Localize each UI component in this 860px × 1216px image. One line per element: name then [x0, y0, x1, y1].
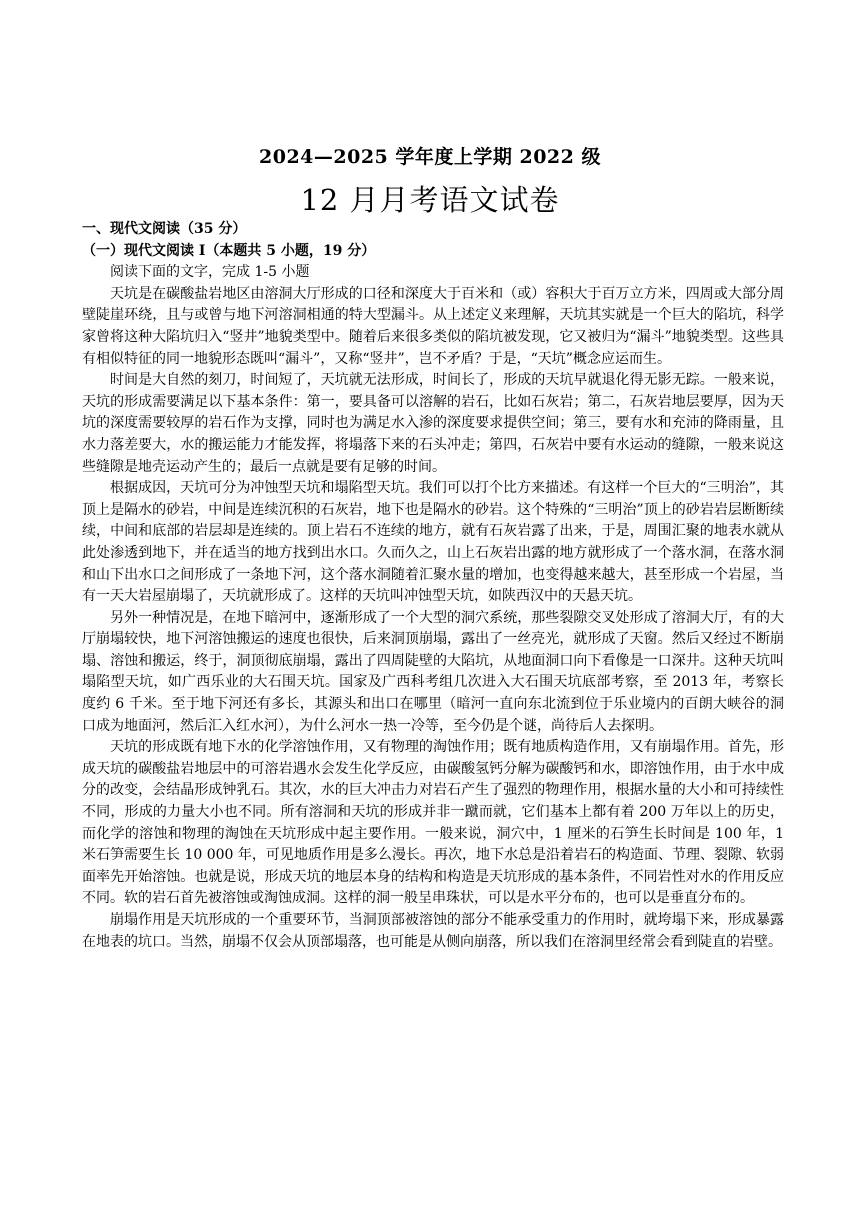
- passage-paragraph: 根据成因，天坑可分为冲蚀型天坑和塌陷型天坑。我们可以打个比方来描述。有这样一个巨大的“三明治”，其顶上是隔水的砂岩，中间是连续沉积的石灰岩，地下也是隔水的砂岩。这个特殊的“三明治”顶上的砂岩岩层断断续续，中间和底部的岩层却是连续的。顶上岩石不连续的地方，就有石灰岩露了出来，于是，周围汇聚的地表水就从此处渗透到地下，并在适当的地方找到出水口。久而久之，山上石灰岩出露的地方就形成了一个落水洞，在落水洞和山下出水口之间形成了一条地下河，这个落水洞随着汇聚水量的增加，也变得越来越大，甚至形成一个岩屋，当有一天大岩屋崩塌了，天坑就形成了。这样的天坑叫冲蚀型天坑，如陕西汉中的天悬天坑。: [82, 480, 784, 605]
- passage-paragraph: 天坑是在碳酸盐岩地区由溶洞大厅形成的口径和深度大于百米和（或）容积大于百万立方米，四周或大部分周壁陡崖环绕，且与或曾与地下河溶洞相通的特大型漏斗。从上述定义来理解，天坑其实就是一个巨大的陷坑，科学家曾将这种大陷坑归入“竖井”地貌类型中。随着后来很多类似的陷坑被发现，它又被归为“漏斗”地貌类型。这些具有相似特征的同一地貌形态既叫“漏斗”，又称“竖井”，岂不矛盾？于是，“天坑”概念应运而生。: [82, 285, 784, 367]
- passage-paragraph: 崩塌作用是天坑形成的一个重要环节，当洞顶部被溶蚀的部分不能承受重力的作用时，就垮塌下来，形成暴露在地表的坑口。当然，崩塌不仅会从顶部塌落，也可能是从侧向崩落，所以我们在溶洞里经常会看到陡直的岩壁。: [82, 912, 784, 950]
- exam-header-line1: 2024—2025 学年度上学期 2022 级: [259, 146, 601, 168]
- section-heading: 一、现代文阅读（35 分）: [82, 221, 247, 237]
- passage-paragraph: 天坑的形成既有地下水的化学溶蚀作用，又有物理的淘蚀作用；既有地质构造作用，又有崩塌作用。首先，形成天坑的碳酸盐岩地层中的可溶岩遇水会发生化学反应，由碳酸氢钙分解为碳酸钙和水，即溶蚀作用，由于水中成分的改变，会结晶形成钟乳石。其次，水的巨大冲击力对岩石产生了强烈的物理作用，根据水量的大小和可持续性不同，形成的力量大小也不同。所有溶洞和天坑的形成并非一蹴而就，它们基本上都有着 200 万年以上的历史，而化学的溶蚀和物理的淘蚀在天坑形成中起主要作用。一般来说，洞穴中，1 厘米的石笋生长时间是 100 年，1 米石笋需要生长 10 000 年，可见地质作用是多么漫长。再次，地下水总是沿着岩石的构造面、节理、裂隙、软弱面率先开始溶蚀。也就是说，形成天坑的地层本身的结构和构造是天坑形成的基本条件，不同岩性对水的作用反应不同。软的岩石首先被溶蚀或淘蚀成洞。这样的洞一般呈串珠状，可以是水平分布的，也可以是垂直分布的。: [82, 739, 784, 907]
- passage-paragraph: 另外一种情况是，在地下暗河中，逐渐形成了一个大型的洞穴系统，那些裂隙交叉处形成了溶洞大厅，有的大厅崩塌较快，地下河溶蚀搬运的速度也很快，后来洞顶崩塌，露出了一丝亮光，就形成了天窗。然后又经过不断崩塌、溶蚀和搬运，终于，洞顶彻底崩塌，露出了四周陡壁的大陷坑，从地面洞口向下看像是一口深井。这种天坑叫塌陷型天坑，如广西乐业的大石围天坑。国家及广西科考组几次进入大石围天坑底部考察，至 2013 年，考察长度约 6 千米。至于地下河还有多长，其源头和出口在哪里（暗河一直向东北流到位于乐业境内的百朗大峡谷的洞口成为地面河，然后汇入红水河），为什么河水一热一冷等，至今仍是个谜，尚待后人去探明。: [82, 609, 784, 734]
- reading-instruction: 阅读下面的文字，完成 1-5 小题: [110, 264, 310, 281]
- exam-content: [82, 219, 784, 953]
- passage-paragraph: 时间是大自然的刻刀，时间短了，天坑就无法形成，时间长了，形成的天坑早就退化得无影无踪。一般来说，天坑的形成需要满足以下基本条件：第一，要具备可以溶解的岩石，比如石灰岩；第二，石灰岩地层要厚，因为天坑的深度需要较厚的岩石作为支撑，同时也为满足水入渗的深度要求提供空间；第三，要有水和充沛的降雨量，且水力落差要大，水的搬运能力才能发挥，将塌落下来的石头冲走；第四，石灰岩中要有水运动的缝隙，一般来说这些缝隙是地壳运动产生的；最后一点就是要有足够的时间。: [82, 372, 784, 475]
- exam-title: 12 月月考语文试卷: [300, 183, 560, 217]
- reading-passage: [82, 284, 784, 953]
- subsection-heading: （一）现代文阅读 I（本题共 5 小题，19 分）: [82, 242, 376, 259]
